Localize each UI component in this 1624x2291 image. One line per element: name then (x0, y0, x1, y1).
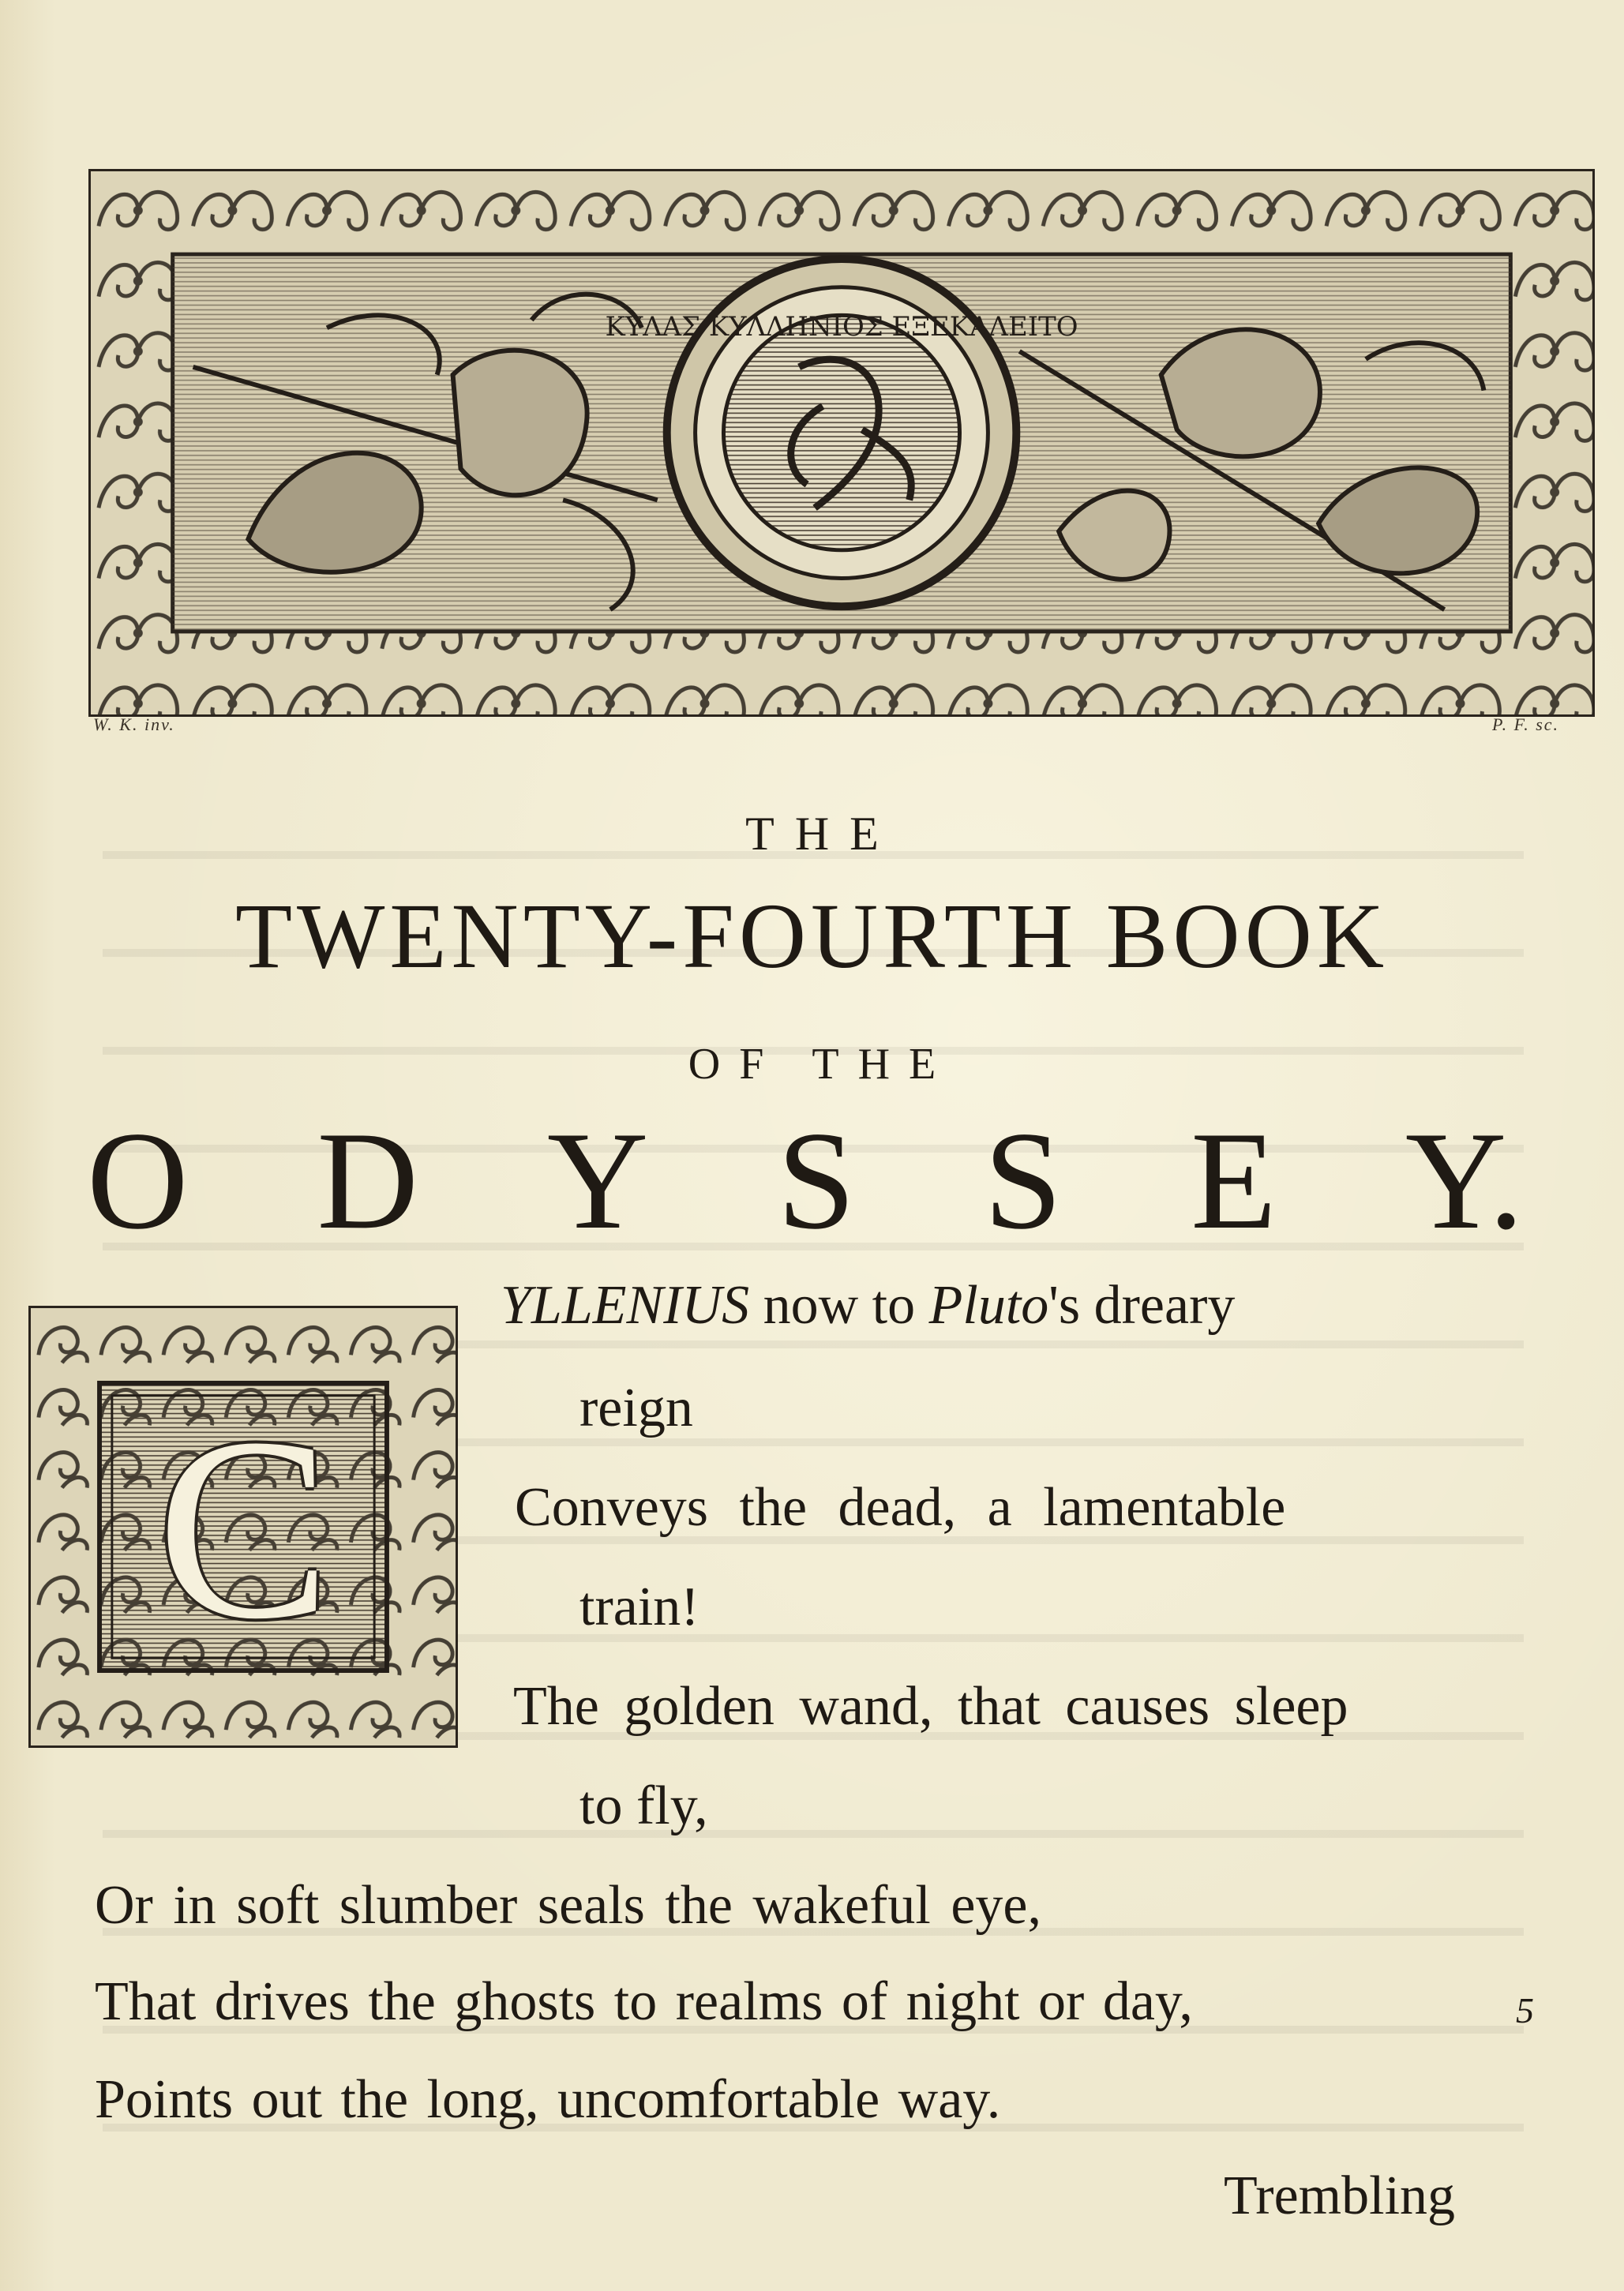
verse-text: now to (749, 1275, 929, 1336)
verse-line-8: That drives the ghosts to realms of night or day, (95, 1971, 1193, 2032)
title-book: TWENTY-FOURTH BOOK (234, 884, 1390, 988)
title-odyssey-letter: O (87, 1102, 189, 1258)
ornamental-drop-cap (28, 1306, 458, 1748)
title-of-the: OF THE (688, 1040, 955, 1089)
verse-italic-pluto: Pluto (928, 1275, 1049, 1336)
title-odyssey-letter: Y (546, 1102, 649, 1258)
title-odyssey-letter: Y. (1405, 1102, 1524, 1258)
title-odyssey-letter: S (984, 1102, 1063, 1258)
verse-line-1 (501, 1274, 1235, 1337)
title-odyssey-letter: D (317, 1102, 418, 1258)
engraver-credit-right: P. F. sc. (1492, 714, 1560, 734)
title-odyssey (87, 1102, 1524, 1258)
verse-line-9: Points out the long, uncomfortable way. (95, 2069, 1001, 2130)
engraved-headpiece (88, 169, 1595, 717)
verse-italic-cyllenius: YLLENIUS (501, 1275, 750, 1336)
verse-line-5: The golden wand, that causes sleep (513, 1676, 1348, 1737)
line-number: 5 (1516, 1990, 1534, 2030)
title-odyssey-letter: E (1191, 1102, 1277, 1258)
verse-line-4: train! (579, 1577, 699, 1637)
verse-line-2: reign (579, 1378, 693, 1438)
verse-text: 's dreary (1048, 1275, 1236, 1336)
engraver-credit-left: W. K. inv. (93, 714, 175, 734)
medallion-inscription: ΚΥΛΑΣ ΚΥΛΛΗΝΙΟΣ ΕΞΕΚΑΛΕΙΤΟ (605, 311, 1078, 343)
title-the: THE (745, 808, 899, 860)
headpiece-engraving (91, 171, 1592, 714)
verse-line-7: Or in soft slumber seals the wakeful eye, (95, 1875, 1042, 1936)
title-odyssey-letter: S (777, 1102, 856, 1258)
verse-line-3: Conveys the dead, a lamentable (515, 1477, 1286, 1538)
verse-line-6: to fly, (579, 1775, 708, 1836)
catchword: Trembling (1224, 2165, 1456, 2226)
drop-cap-letter: C (156, 1385, 332, 1673)
